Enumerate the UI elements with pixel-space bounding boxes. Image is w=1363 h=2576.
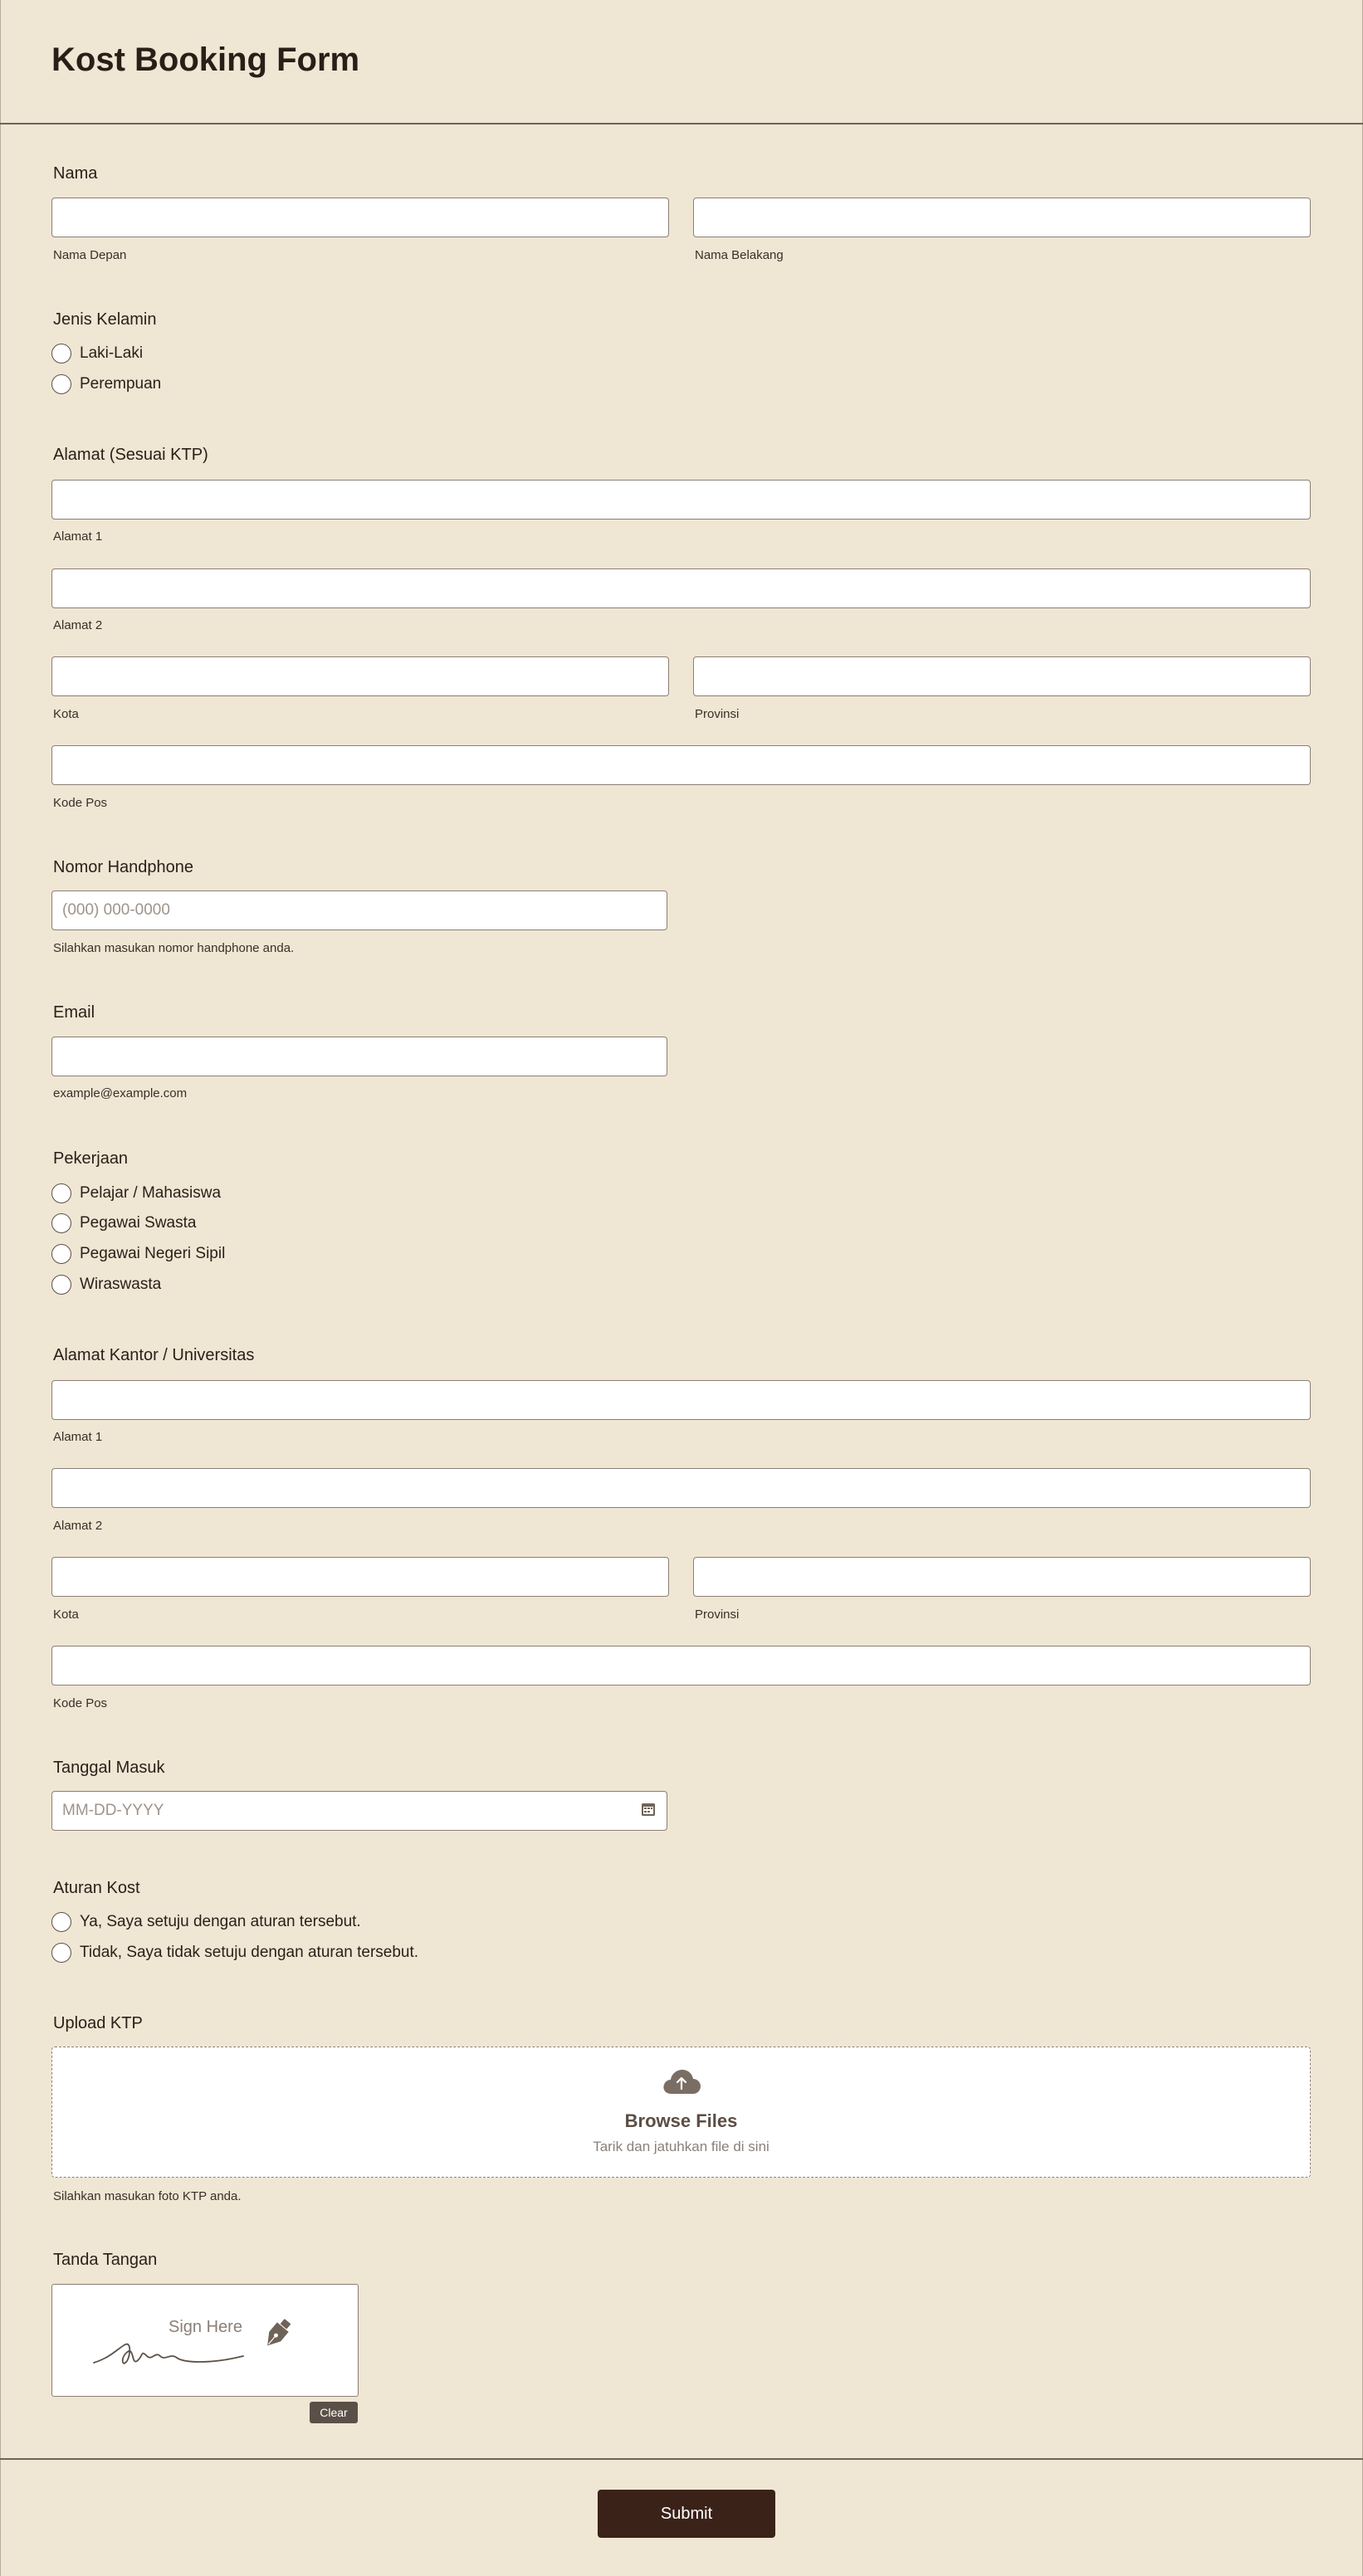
job-option[interactable] <box>51 1242 225 1266</box>
job-label: Pekerjaan <box>53 1149 129 1168</box>
date-input[interactable] <box>51 1791 667 1831</box>
footer-divider <box>0 2458 1363 2460</box>
job-option-label: Pegawai Swasta <box>80 1214 197 1232</box>
gender-option-label: Laki-Laki <box>80 344 144 362</box>
rules-label: Aturan Kost <box>53 1879 140 1897</box>
office-address-line2-input[interactable] <box>51 1468 1311 1508</box>
city-input[interactable] <box>51 656 669 696</box>
rules-option-disagree[interactable] <box>51 1941 418 1964</box>
address-line2-sublabel: Alamat 2 <box>53 618 103 632</box>
radio-button[interactable] <box>51 1244 71 1264</box>
address-label: Alamat (Sesuai KTP) <box>53 446 208 464</box>
date-label: Tanggal Masuk <box>53 1759 165 1777</box>
job-option-label: Wiraswasta <box>80 1276 162 1293</box>
province-input[interactable] <box>693 656 1311 696</box>
radio-button[interactable] <box>51 1183 71 1203</box>
browse-files-link[interactable]: Browse Files <box>624 2110 738 2131</box>
job-option-label: Pelajar / Mahasiswa <box>80 1184 222 1202</box>
drag-drop-text: Tarik dan jatuhkan file di sini <box>593 2139 769 2154</box>
form-title: Kost Booking Form <box>51 41 360 78</box>
radio-button[interactable] <box>51 1943 71 1963</box>
file-upload-dropzone[interactable] <box>51 2047 1311 2178</box>
job-option-label: Pegawai Negeri Sipil <box>80 1245 226 1262</box>
radio-button[interactable] <box>51 1213 71 1233</box>
gender-option-female[interactable] <box>51 373 161 396</box>
office-address-line1-sublabel: Alamat 1 <box>53 1430 103 1444</box>
job-option[interactable] <box>51 1273 161 1296</box>
form-header <box>0 0 1363 124</box>
signature-pad[interactable] <box>51 2284 359 2397</box>
rules-option-label: Tidak, Saya tidak setuju dengan aturan tersebut. <box>80 1944 419 1961</box>
radio-button[interactable] <box>51 374 71 394</box>
city-sublabel: Kota <box>53 707 79 721</box>
sign-here-text: Sign Here <box>169 2318 242 2336</box>
gender-option-label: Perempuan <box>80 375 162 393</box>
job-option[interactable] <box>51 1182 221 1205</box>
address-line1-input[interactable] <box>51 480 1311 520</box>
job-option[interactable] <box>51 1212 196 1235</box>
first-name-input[interactable] <box>51 198 669 237</box>
upload-label: Upload KTP <box>53 2014 143 2032</box>
clear-signature-button[interactable]: Clear <box>310 2402 358 2423</box>
office-address-line2-sublabel: Alamat 2 <box>53 1519 103 1533</box>
last-name-sublabel: Nama Belakang <box>695 248 784 262</box>
rules-option-label: Ya, Saya setuju dengan aturan tersebut. <box>80 1913 361 1930</box>
last-name-input[interactable] <box>693 198 1311 237</box>
first-name-sublabel: Nama Depan <box>53 248 127 262</box>
gender-label: Jenis Kelamin <box>53 310 157 329</box>
office-zip-input[interactable] <box>51 1646 1311 1686</box>
province-sublabel: Provinsi <box>695 707 740 721</box>
phone-hint: Silahkan masukan nomor handphone anda. <box>53 941 295 955</box>
rules-option-agree[interactable] <box>51 1910 361 1934</box>
submit-button[interactable]: Submit <box>598 2490 775 2538</box>
office-address-label: Alamat Kantor / Universitas <box>53 1346 255 1364</box>
office-address-line1-input[interactable] <box>51 1380 1311 1420</box>
office-city-sublabel: Kota <box>53 1608 79 1622</box>
gender-option-male[interactable] <box>51 342 143 365</box>
email-label: Email <box>53 1003 95 1022</box>
zip-input[interactable] <box>51 745 1311 785</box>
phone-input[interactable] <box>51 890 667 930</box>
address-line1-sublabel: Alamat 1 <box>53 529 103 544</box>
office-province-input[interactable] <box>693 1557 1311 1597</box>
email-input[interactable] <box>51 1037 667 1076</box>
nama-label: Nama <box>53 164 98 183</box>
email-hint: example@example.com <box>53 1086 188 1100</box>
cloud-upload-icon <box>662 2067 701 2095</box>
radio-button[interactable] <box>51 1275 71 1295</box>
upload-hint: Silahkan masukan foto KTP anda. <box>53 2189 242 2203</box>
calendar-icon[interactable] <box>641 1802 656 1817</box>
zip-sublabel: Kode Pos <box>53 796 108 810</box>
phone-label: Nomor Handphone <box>53 858 193 876</box>
address-line2-input[interactable] <box>51 568 1311 608</box>
office-province-sublabel: Provinsi <box>695 1608 740 1622</box>
office-zip-sublabel: Kode Pos <box>53 1696 108 1710</box>
signature-label: Tanda Tangan <box>53 2251 158 2269</box>
radio-button[interactable] <box>51 344 71 363</box>
radio-button[interactable] <box>51 1912 71 1932</box>
office-city-input[interactable] <box>51 1557 669 1597</box>
